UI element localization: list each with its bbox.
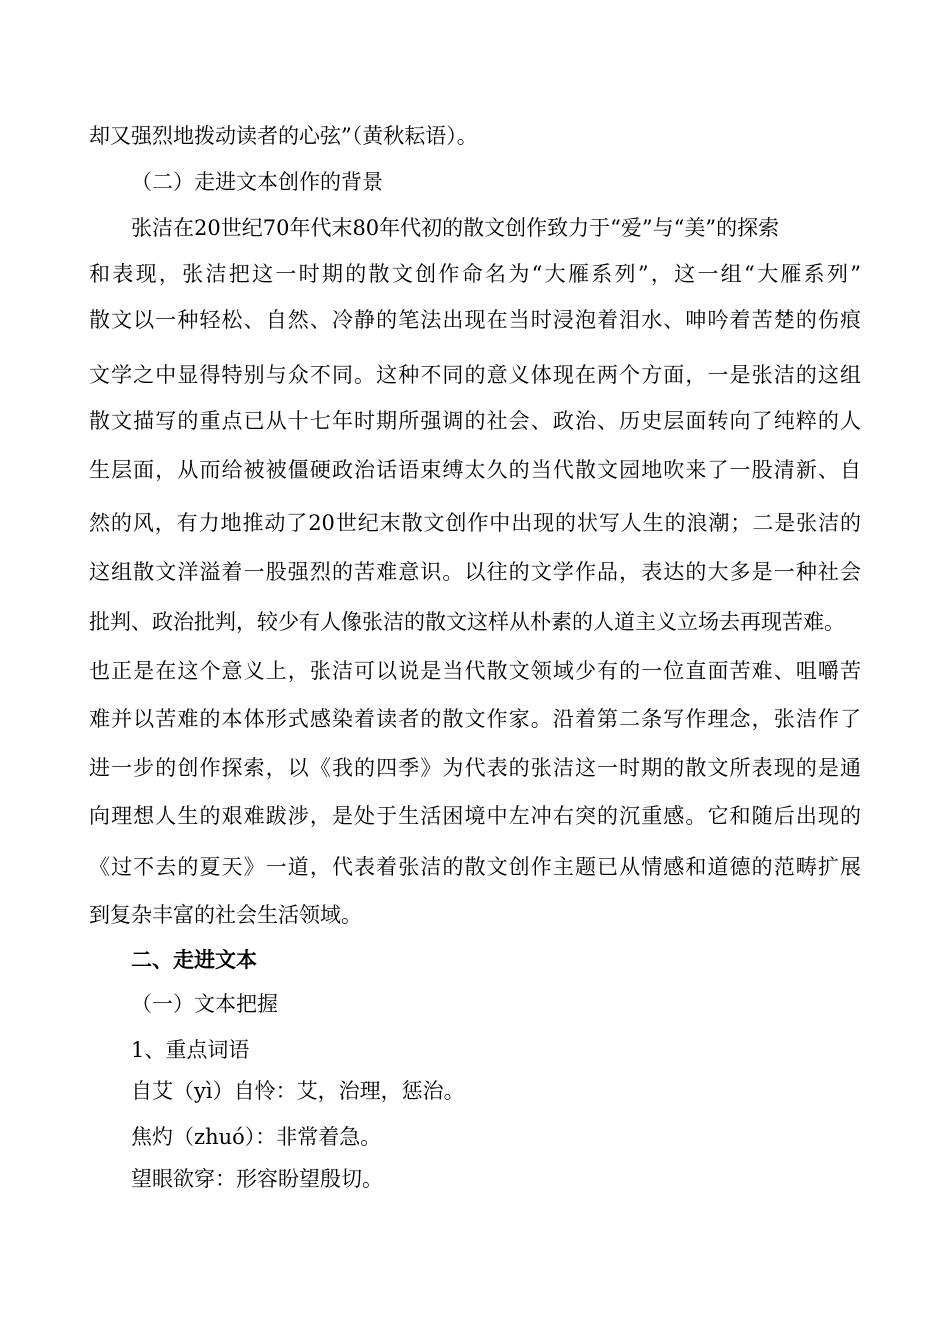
paragraph-line: 却又强烈地拨动读者的心弦”（黄秋耘语）。 [89, 124, 478, 148]
paragraph-line: 文学之中显得特别与众不同。这种不同的意义体现在两个方面，一是张洁的这组 [89, 363, 861, 387]
section-heading: 二、走进文本 [131, 948, 257, 972]
paragraph-line: 然的风，有力地推动了20世纪末散文创作中出现的状写人生的浪潮；二是张洁的 [89, 511, 861, 535]
paragraph-line: 进一步的创作探索，以《我的四季》为代表的张洁这一时期的散文所表现的是通 [89, 756, 861, 780]
vocabulary-item: 望眼欲穿：形容盼望殷切。 [131, 1167, 383, 1191]
paragraph-line: 批判、政治批判，较少有人像张洁的散文这样从朴素的人道主义立场去再现苦难。 [89, 610, 845, 634]
vocabulary-item: 焦灼（zhuó）：非常着急。 [131, 1125, 382, 1149]
paragraph-line: 向理想人生的艰难跋涉，是处于生活困境中左冲右突的沉重感。它和随后出现的 [89, 804, 861, 828]
vocabulary-item: 自艾（yì）自怜：艾，治理，惩治。 [131, 1079, 465, 1103]
paragraph-line: 难并以苦难的本体形式感染着读者的散文作家。沿着第二条写作理念，张洁作了 [89, 707, 861, 731]
paragraph-line: 生层面，从而给被被僵硬政治话语束缚太久的当代散文园地吹来了一股清新、自 [89, 458, 861, 482]
paragraph-line: 也正是在这个意义上，张洁可以说是当代散文领域少有的一位直面苦难、咀嚼苦 [89, 659, 861, 683]
paragraph-line: 《过不去的夏天》一道，代表着张洁的散文创作主题已从情感和道德的范畴扩展 [89, 855, 861, 879]
paragraph-line: 这组散文洋溢着一股强烈的苦难意识。以往的文学作品，表达的大多是一种社会 [89, 560, 861, 584]
paragraph-line: 散文描写的重点已从十七年时期所强调的社会、政治、历史层面转向了纯粹的人 [89, 409, 861, 433]
paragraph-line: 张洁在20世纪70年代末80年代初的散文创作致力于“爱”与“美”的探索 [131, 216, 780, 240]
list-heading: 1、重点词语 [131, 1038, 250, 1062]
paragraph-line: 到复杂丰富的社会生活领域。 [89, 903, 362, 927]
section-subheading: （一）文本把握 [131, 992, 278, 1016]
paragraph-line: 散文以一种轻松、自然、冷静的笔法出现在当时浸泡着泪水、呻吟着苦楚的伤痕 [89, 308, 861, 332]
section-subheading: （二）走进文本创作的背景 [131, 170, 383, 194]
paragraph-line: 和表现，张洁把这一时期的散文创作命名为“大雁系列”，这一组“大雁系列” [89, 262, 861, 286]
